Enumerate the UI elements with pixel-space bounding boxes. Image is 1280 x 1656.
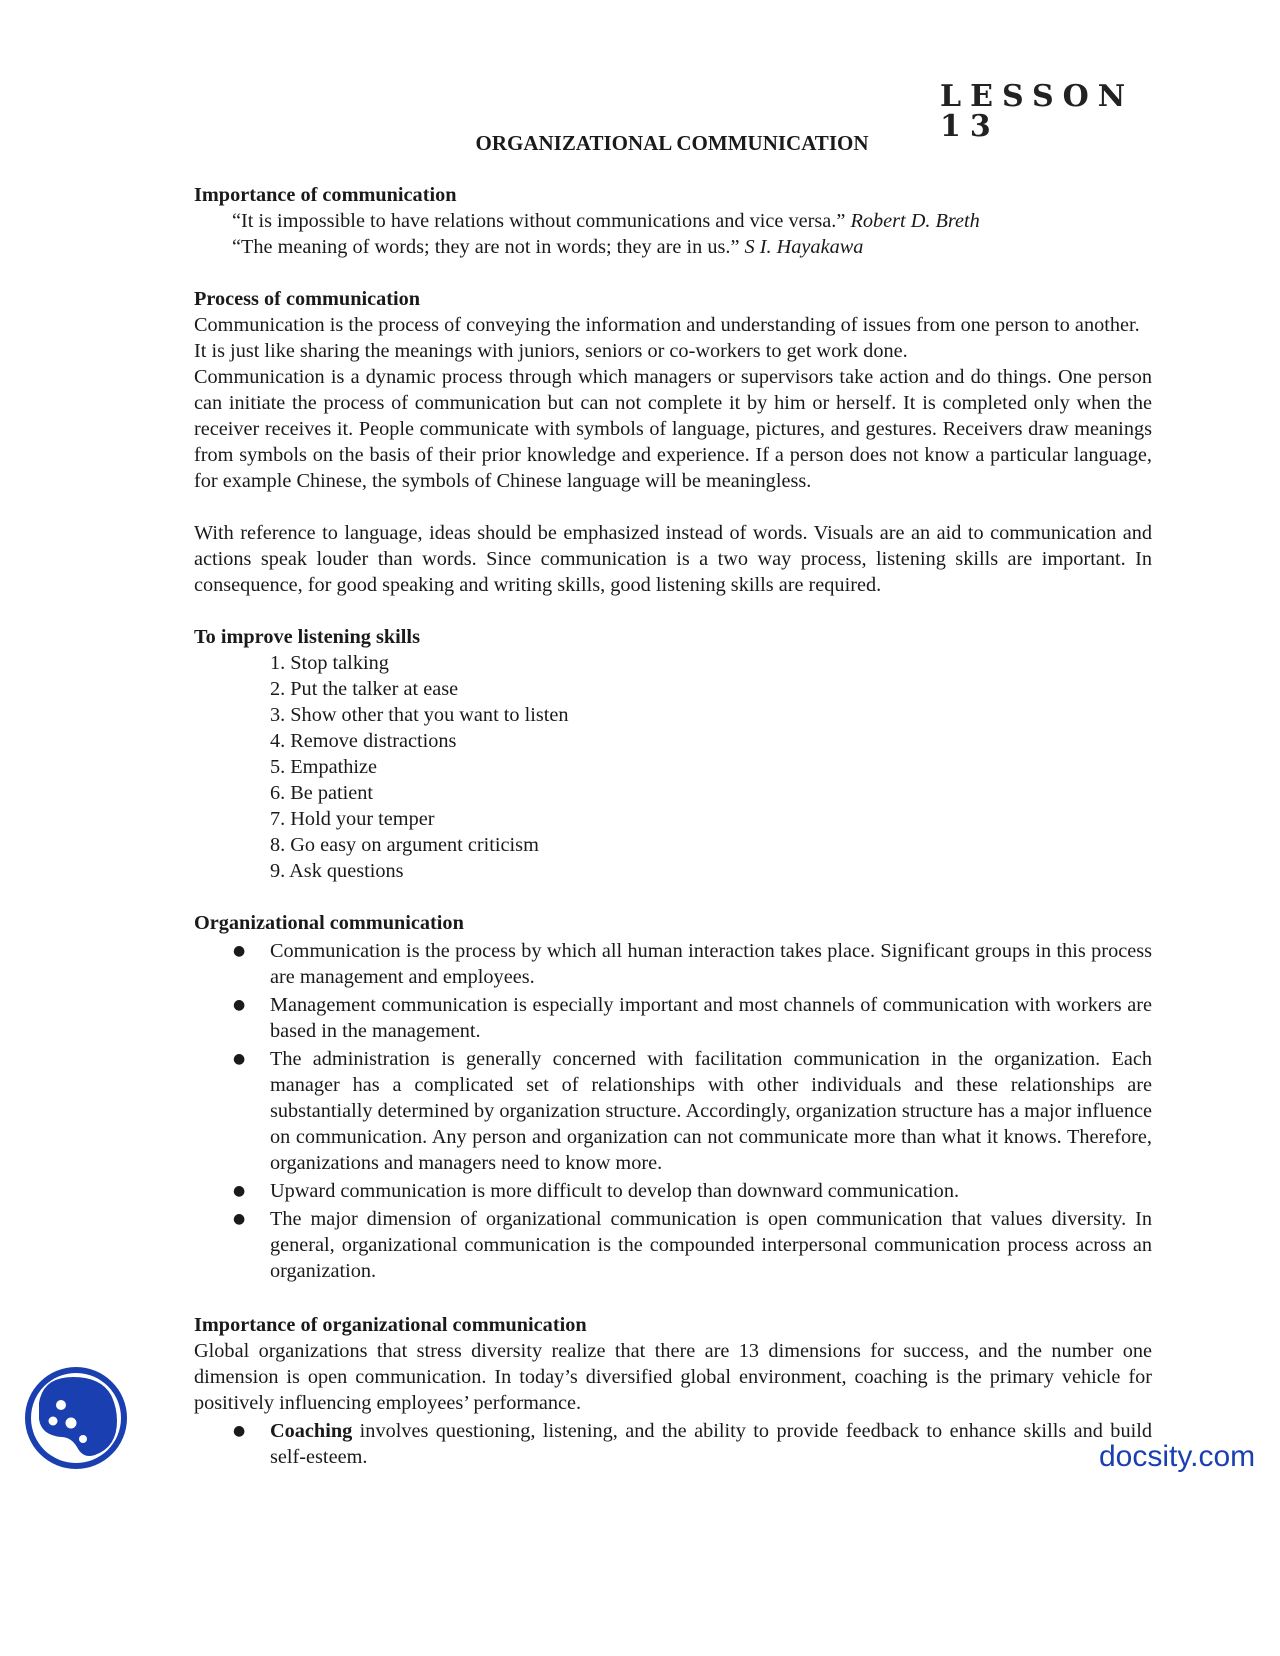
quote-author: S I. Hayakawa bbox=[744, 236, 864, 258]
docsity-watermark[interactable]: docsity.com bbox=[1099, 1440, 1256, 1473]
paragraph: With reference to language, ideas should be emphasized instead of words. Visuals are an aid to communication and actions speak louder than words. Since communication is a two way process, listening skills are important. In consequence, for good speaking and writing skills, good listening skills are required. bbox=[194, 522, 1152, 596]
lesson-label: LESSON 13 bbox=[940, 79, 1135, 144]
list-item: ● Communication is the process by which all human interaction takes place. Significant groups in this process are management and employees. bbox=[233, 940, 1152, 988]
organizational-bullets bbox=[194, 938, 1152, 1284]
quote-2: “The meaning of words; they are not in words; they are in us.” S I. Hayakawa bbox=[232, 236, 864, 258]
section-heading-organizational: Organizational communication bbox=[194, 912, 464, 934]
quote-1: “It is impossible to have relations without communications and vice versa.” Robert D. Breth bbox=[232, 210, 980, 232]
paragraph: Communication is a dynamic process through which managers or supervisors take action and do things. One person can initiate the process of communication but can not complete it by him or herself. It is completed only when the receiver receives it. People communicate with symbols of language, pictures, and gestures. Receivers draw meanings from symbols on the basis of their prior knowledge and experience. If a person does not know a particular language, for example Chinese, the symbols of Chinese language will be meaningless. bbox=[194, 366, 1152, 492]
paragraph: Global organizations that stress diversity realize that there are 13 dimensions for success, and the number one dimension is open communication. In today’s diversified global environment, coaching is the primary vehicle for positively influencing employees’ performance. bbox=[194, 1340, 1152, 1414]
list-item: 9. Ask questions bbox=[270, 860, 404, 882]
bullet-icon: ● bbox=[233, 1211, 246, 1227]
list-item: 2. Put the talker at ease bbox=[270, 678, 459, 700]
section-heading-importance: Importance of communication bbox=[194, 184, 457, 206]
bullet-icon: ● bbox=[233, 1423, 246, 1439]
section-heading-listening: To improve listening skills bbox=[194, 626, 420, 648]
list-item: 6. Be patient bbox=[270, 782, 374, 804]
document-body bbox=[194, 182, 1152, 1472]
list-item: ● Coaching involves questioning, listening, and the ability to provide feedback to enhance skills and build self-esteem. bbox=[233, 1420, 1152, 1468]
bullet-icon: ● bbox=[233, 943, 246, 959]
coaching-bullets bbox=[194, 1418, 1152, 1470]
list-item: ● Management communication is especially important and most channels of communication with workers are based in the management. bbox=[233, 994, 1152, 1042]
section-heading-importance-org: Importance of organizational communication bbox=[194, 1314, 587, 1336]
bullet-icon: ● bbox=[233, 1183, 246, 1199]
docsity-logo-icon bbox=[21, 1363, 131, 1473]
paragraph: Communication is the process of conveying the information and understanding of issues from one person to another. It is just like sharing the meanings with juniors, seniors or co-workers to get work done. bbox=[194, 314, 1140, 362]
coaching-term: Coaching bbox=[270, 1420, 353, 1442]
list-item: ● Upward communication is more difficult to develop than downward communication. bbox=[233, 1180, 960, 1202]
bullet-icon: ● bbox=[233, 997, 246, 1013]
list-item: 1. Stop talking bbox=[270, 652, 389, 674]
section-heading-process: Process of communication bbox=[194, 288, 421, 310]
bullet-icon: ● bbox=[233, 1051, 246, 1067]
list-item: 8. Go easy on argument criticism bbox=[270, 834, 539, 856]
list-item: ● The major dimension of organizational communication is open communication that values diversity. In general, organizational communication is the compounded interpersonal communication process across an organization. bbox=[233, 1208, 1152, 1282]
page-title: ORGANIZATIONAL COMMUNICATION bbox=[475, 131, 869, 155]
list-item: 5. Empathize bbox=[270, 756, 378, 778]
quote-author: Robert D. Breth bbox=[850, 210, 980, 232]
list-item: ● The administration is generally concerned with facilitation communication in the organization. Each manager has a complicated set of relationships with other individuals and these relationships are substantially determined by organization structure. Accordingly, organization structure has a major influence on communication. Any person and organization can not communicate more than what it knows. Therefore, organizations and managers need to know more. bbox=[233, 1048, 1152, 1174]
list-item: 7. Hold your temper bbox=[270, 808, 435, 830]
list-item: 3. Show other that you want to listen bbox=[270, 704, 569, 726]
list-item: 4. Remove distractions bbox=[270, 730, 457, 752]
listening-skills-list bbox=[270, 650, 1152, 884]
